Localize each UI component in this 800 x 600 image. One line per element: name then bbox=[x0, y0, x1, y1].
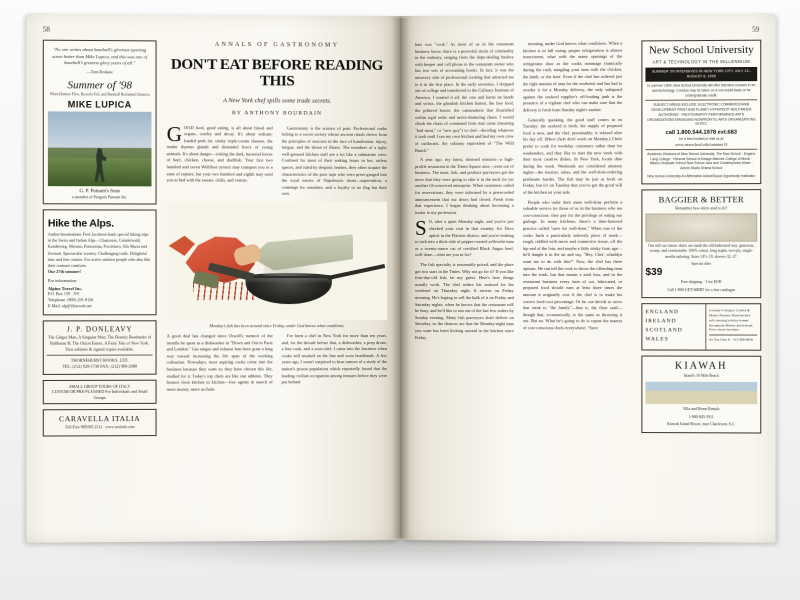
ad-donleavy-books bbox=[43, 320, 157, 375]
shrimp-tail bbox=[169, 236, 195, 256]
new-school-brand: New School University bbox=[648, 43, 754, 57]
left-page-number: 58 bbox=[42, 25, 50, 34]
uk-cottages-body: Country Cottages, Castles & Manor Houses. Hand-picked self-catering holiday homes throughout Britain and Ireland. Free colour brochure. bbox=[708, 308, 754, 332]
article-column-right bbox=[415, 41, 622, 342]
article-body-left-bottom bbox=[167, 333, 387, 393]
paragraph-text: OOD food, good eating, is all about blood and organs, cruelty and decay. It's about sodium-loaded pork fat, stinky triple-cream cheeses, the tender thymus glands and distended livers of young animals. It's about danger—risking the dark, bacterial forces of beef, chicken, cheese, and shellfish. Your first two hundred and seven Wellfleet oysters may transport you to a state of rapture, but your two hundred and eighth may send you to bed with the sweats, chills, and vomits. bbox=[166, 124, 273, 183]
paragraph-text: O, after a quiet Monday night, and you've just checked your coat in that swanky Art Deco uptick in the Flatiron district, and you're looking to tuck into a thick slab of pepper-crusted yellowfin tuna or a twenty-ounce cut of certified Black Angus beef, well done—what are you in for? bbox=[414, 219, 514, 258]
article-byline: BY ANTHONY BOURDAIN bbox=[231, 109, 323, 117]
baggier-line1: Remember how shirts used to fit? bbox=[675, 206, 728, 211]
baggier-footer[interactable]: Call 1-800-GET-SHIRT for a free catalogue bbox=[667, 287, 736, 292]
donleavy-author-name: J. P. DONLEAVY bbox=[66, 324, 133, 334]
book-subtitle: When Homers Flew, Records Fell, and Baseball Reclaimed America bbox=[49, 92, 150, 97]
frying-pan bbox=[245, 278, 331, 304]
shirt-illustration bbox=[645, 213, 757, 241]
article-deck: A New York chef spills some trade secrets. bbox=[222, 96, 332, 105]
paragraph: I've been a chef in New York for more than ten years, and, for the decade before that, a dishwasher, a prep drone, a line cook, and a sous-chef. I came into the business when cooks still smoked on the line and wore headbands. A few years ago, I wasn't surprised to hear rumors of a study of the nation's prison population which reportedly found that the leading civilian occupation among inmates before they were put behind bbox=[281, 333, 388, 385]
kiawah-sub: Kiawah Island Resort, near Charleston, S.C. bbox=[667, 422, 736, 427]
ad-uk-cottages bbox=[641, 303, 761, 350]
uk-country-list: ENGLAND IRELAND SCOTLAND WALES bbox=[642, 304, 706, 349]
drop-cap: S bbox=[414, 216, 427, 241]
new-school-tagline: ART & TECHNOLOGY IN THE MILLENNIUM bbox=[652, 58, 751, 65]
italy-tours-line: CUSTOM OR PRE-PLANNED For Individuals and Small Groups bbox=[51, 389, 148, 400]
hike-ad-address: P.O. Box 159 · NY bbox=[47, 291, 80, 297]
paragraph: morning, under God knows what conditions. When a kitchen is in full swing, proper refrigeration is almost nonexistent, what with the many openings of the refrigerator door as the cooks rummage frantically during the rush, mingling your tuna with the chicken, the lamb, or the beef. Even if the chef has ordered just the right amount of tuna for the weekend, and has had to reorder it for a Monday delivery, the only safeguard against the seafood supplier's off-loading junk is the presence of a vigilant chef who can make sure that the delivery is fresh from Sunday night's market. bbox=[522, 40, 623, 113]
ad-italy-tours bbox=[43, 379, 157, 404]
ad-quote-body: "No one writes about baseball's glorious sporting scene better than Mike Lupica, and this was one of baseball's greatest glory years of all." bbox=[52, 46, 148, 66]
book-author: MIKE LUPICA bbox=[67, 99, 132, 110]
right-page bbox=[401, 13, 776, 542]
paragraph: A good deal has changed since Orwell's memoir of the months he spent as a dishwasher in "Down and Out in Paris and London." Gas ranges and exhaust fans have gone a long way toward increasing the life span of the working culinarian. Nowadays, most aspiring cooks come into the business because they want to; they have chosen this life, studied for it. Today's top chefs are like star athletes. They bounce from kitchen to kitchen—free agents in search of more money, more acclaim. bbox=[166, 333, 273, 392]
ad-baggier-and-better bbox=[641, 189, 761, 298]
left-page-content bbox=[43, 40, 387, 529]
paragraph: The fish specialty is reasonably priced, and the place got two stars in the Times. Why not go for it? If you like four-day-old fish, be my guest. Here's how things usually work. The chef orders his seafood for the weekend on Thursday night. It arrives on Friday morning. He's hoping to sell the bulk of it on Friday and Saturday nights, when he knows that the restaurant will be busy, and he'd like to run out of the last few orders by Sunday evening. Many fish purveyors don't deliver on Saturday, so the chances are that the Monday-night tuna you want has been kicking around in the kitchen since Friday bbox=[414, 261, 514, 340]
ad-summer-of-98 bbox=[43, 40, 157, 205]
ad-quote-text bbox=[48, 45, 152, 78]
pan-handle bbox=[327, 264, 385, 280]
donleavy-body: The Ginger Man, A Singular Man, The Beastly Beatitudes of Balthazar B, The Onion Eaters, A Fairy Tale of New York. First editions & signed copies available. bbox=[47, 334, 152, 352]
ad-kiawah-island bbox=[641, 355, 761, 433]
new-school-phone[interactable]: call 1.800.544.1978 ext.683 bbox=[665, 129, 737, 137]
paragraph bbox=[414, 216, 514, 259]
right-page-number: 59 bbox=[752, 25, 760, 34]
ad-quote-attribution: —Tom Brokaw bbox=[86, 69, 113, 75]
paragraph: A year ago, my latest, doomed mission—a high-profile restaurant in the Times Square area—went out of business. The meat, fish, and produce purveyors got the news that they were going to take it in the neck for yet another ill-conceived enterprise. When customers called for reservations, they were informed by a prerecorded announcement that our doors had closed. Fresh from that experience, I began thinking about becoming a traitor to my profession. bbox=[414, 156, 514, 215]
hike-ad-body: Author/mountaineer Fred Jacobson leads special hiking trips in the Swiss and Italian Alps—Chamonix, Grindelwald, Kandersteg, Merano, Pontresina, Poschiavo, Sils Maria and Zermatt. Spectacular scenery. Challenging trails. Delightful inns and fine cuisine. For active outdoor people who also like their creature comforts. bbox=[47, 231, 151, 268]
baggier-title: BAGGIER & BETTER bbox=[658, 193, 744, 205]
hike-ad-contact-name: Alpine Travel Inc. bbox=[47, 286, 83, 292]
illustration-caption: Monday's fish has been around since Friday, under God knows what conditions. bbox=[209, 323, 345, 329]
kiawah-brand: KIAWAH bbox=[674, 360, 728, 372]
new-school-phone-sub: for a free booklet or visit us at bbox=[679, 136, 724, 142]
magazine-spread bbox=[30, 16, 772, 544]
book-publisher-sub: a member of Penguin Putnam Inc. bbox=[71, 193, 128, 200]
book-publisher: G. P. Putnam's Sons bbox=[79, 188, 121, 195]
new-school-divisions: Academic Divisions of New School University: The New School · Eugene Lang College · Parsons School of Design Mannes College of Music · Milano Graduate School New School Jazz and Contemporary Music · Actors Studio Drama School bbox=[647, 151, 756, 171]
baggier-price-label: Special offer bbox=[691, 261, 712, 266]
left-ad-column bbox=[43, 40, 157, 437]
hike-ad-title: Hike the Alps. bbox=[47, 217, 114, 230]
divider bbox=[47, 354, 153, 355]
hike-ad-email[interactable]: E-Mail: alp@fiberweb.net bbox=[47, 303, 92, 309]
ad-new-school-university bbox=[641, 40, 761, 184]
new-school-banner: SUMMER '99 INTENSIVES IN NEW YORK CITY JULY 12–AUGUST 6, 1999 bbox=[645, 67, 757, 82]
italy-tours-headline: SMALL GROUP TOURS OF ITALY bbox=[69, 383, 131, 389]
beach-photo bbox=[645, 382, 757, 405]
kiawah-line2: Villa and Home Rentals bbox=[682, 407, 720, 412]
divider bbox=[645, 100, 757, 102]
baseball-photo bbox=[48, 111, 152, 186]
donleavy-phone: TEL: (212) 929-1738 FAX: (212) 989-2988 bbox=[62, 363, 138, 369]
left-page bbox=[26, 13, 401, 542]
caravella-contact[interactable]: Toll-Free 888.665.2112 · www.seaitaly.com bbox=[65, 425, 135, 430]
paragraph: Generally speaking, the good stuff comes in on Tuesday: the seafood is fresh, the supply of prepared food is new, and the chef, presumably, is relaxed after his day off. (Most chefs don't work on Monday.) Chefs prefer to cook for weekday customers rather than for weekenders, and they like to start the new week with their most creative dishes. In New York, locals dine during the week. Weekends are considered amateur nights—the tourists, rubes, and the well-done-ordering pretheatre hordes. The fish may be just as fresh on Friday, but it's on Tuesday that you've got the good will of the kitchen on your side. bbox=[522, 116, 623, 195]
right-ad-column bbox=[641, 40, 761, 433]
paragraph: Gastronomy is the science of pain. Professional cooks belong to a secret society whose ancient rituals derive from the principles of stoicism in the face of humiliation, injury, fatigue, and the threat of illness. The members of a tight, well-greased kitchen staff are a lot like a submarine crew. Confined for most of their waking hours in hot, airless spaces, and ruled by despotic leaders, they often acquire the characteristics of the poor saps who were press-ganged into the royal navies of Napoleonic times—superstition, a contempt for outsiders, and a loyalty to no flag but their own. bbox=[281, 125, 388, 197]
paragraph: People who order their meat well-done perform a valuable service for those of us in the business who are cost-conscious: they pay for the privilege of eating our garbage. In many kitchens, there's a time-honored practice called "save for well-done." When one of the cooks finds a particularly unlovely piece of steak—tough, riddled with nerve and connective tissue, off the hip end of the loin, and maybe a little stinky from age—he'll dangle it in the air and say, "Hey, Chef, whaddya want me to do with this?" Now, the chef has three options. He can tell the cook to throw the offending item into the trash, but that means a total loss, and in the restaurant business every item of cut, fabricated, or prepared food should earn at least three times the amount it originally cost if the chef is to make his correct food-cost percentage. Or he can decide to serve that steak to "the family"—that is, the floor staff—though that, economically, is the same as throwing it out. But no. What he's going to do is repeat the mantra of cost-conscious chefs everywhere: "Save bbox=[522, 199, 623, 331]
ad-hike-the-alps bbox=[43, 209, 157, 314]
divider bbox=[709, 335, 757, 336]
caravella-brand: CARAVELLA ITALIA bbox=[59, 414, 141, 424]
new-school-body: In summer 1999, New School University will offer intensive courses in art and technology. Courses may be taken on a non-credit basis or for undergraduate credit. bbox=[647, 83, 756, 98]
article-column-left bbox=[167, 40, 387, 393]
donleavy-shop: THORNEHURST BOOKS, LTD. bbox=[70, 357, 129, 363]
baggier-price: $39 bbox=[645, 267, 663, 279]
divider bbox=[645, 149, 757, 150]
book-title: Summer of '98 bbox=[67, 79, 132, 92]
new-school-footer: New School University An Affirmative Action/Equal Opportunity Institution bbox=[647, 173, 756, 179]
uk-cottages-phone[interactable]: As You Like It · 415/380-9848 bbox=[708, 337, 753, 342]
ad-caravella-italia bbox=[43, 409, 157, 436]
new-school-url[interactable]: www.newschool.edu/summer14 bbox=[675, 141, 728, 147]
baggier-body: Our full-cut classic shirts are made the old-fashioned way: generous, roomy, and comfortable. 100% cotton, long staple, two-ply, single-needle tailoring. Sizes 14½–19, sleeves 32–37. bbox=[648, 243, 755, 259]
drop-cap: G bbox=[166, 121, 183, 146]
new-school-subject-list: SUBJECT AREAS INCLUDE: ELECTRONIC COMMERCE/WEB DEVELOPMENT PRINT AND PLANET HYPERTEXT MULTIMEDIA AUTHORING · PHOTOGRAPHY PERFORMANCE ARTS ORGANIZATIONS MANAGING NONPROFITS: ARTS ORGANIZATIONS IN NYC bbox=[647, 102, 756, 127]
hike-ad-contact-label: For information bbox=[47, 278, 77, 284]
article-illustration bbox=[167, 202, 387, 321]
article-body-left-top bbox=[166, 121, 388, 198]
baggier-extra: Free shipping · 3 for $109 bbox=[681, 280, 722, 285]
article-kicker: ANNALS OF GASTRONOMY bbox=[214, 40, 340, 49]
right-page-content bbox=[415, 40, 761, 529]
uk-cottages-copy bbox=[706, 304, 760, 349]
hike-ad-highlight: Our 27th summer! bbox=[47, 268, 82, 274]
paragraph: bars was "cook." As most of us in the restaurant business know, there is a powerful strain of criminality in the industry, ranging from the dope-dealing busboy with beeper and cell phone to the restaurant owner who has two sets of accounting books. In fact, it was the unsavory side of professional cooking that attracted me to it in the first place. In the early seventies, I dropped out of college and transferred to the Culinary Institute of America. I wanted it all: the cuts and burns on hands and wrists, the ghoulish kitchen humor, the free food, the pilfered booze, the camaraderie that flourished within rigid order and nerve-shattering chaos. I would climb the chain of command from mal carne (meaning "bad meat," or "new guy") to chef—deciding whatever it took until I ran my own kitchen and had my own crew of cutthroats, the culinary equivalent of "The Wild Bunch." bbox=[414, 41, 514, 153]
kiawah-phone[interactable]: 1-800-845-3911 bbox=[688, 414, 714, 419]
article-headline: DON'T EAT BEFORE READING THIS bbox=[170, 56, 383, 90]
paragraph bbox=[166, 121, 273, 185]
kiawah-line1: Island's 10 Mile Beach bbox=[683, 373, 719, 378]
hike-ad-phone: Telephone: (800) 291-8126 bbox=[47, 297, 94, 303]
